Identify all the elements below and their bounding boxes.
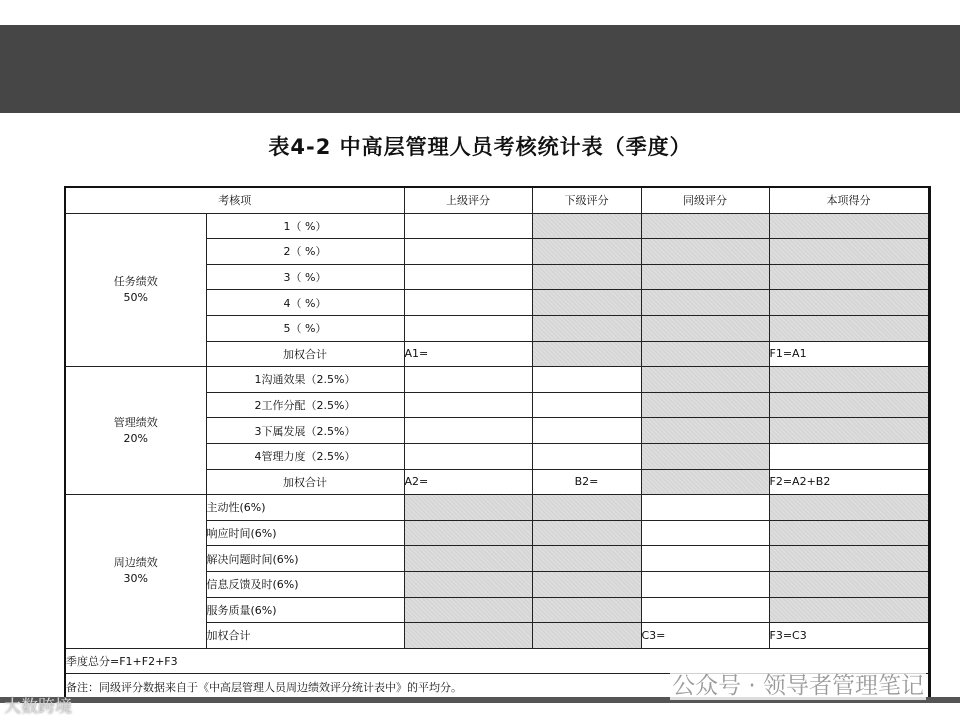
score-cell <box>532 623 641 649</box>
score-cell <box>404 392 532 418</box>
score-cell <box>769 546 929 572</box>
watermark: 公众号 · 领导者管理笔记 <box>670 667 926 700</box>
score-cell <box>769 418 929 444</box>
item-cell: 3（ %） <box>206 264 404 290</box>
category-name: 周边绩效 <box>113 556 158 570</box>
score-cell <box>532 264 641 290</box>
score-cell <box>641 264 769 290</box>
score-cell: A2= <box>404 469 532 495</box>
score-cell <box>532 367 641 393</box>
score-cell <box>404 213 532 239</box>
score-cell: F2=A2+B2 <box>769 469 929 495</box>
score-cell <box>532 315 641 341</box>
score-cell <box>532 597 641 623</box>
item-cell: 4（ %） <box>206 290 404 316</box>
item-cell: 信息反馈及时(6%) <box>206 571 404 597</box>
score-cell: C3= <box>641 623 769 649</box>
score-cell <box>404 623 532 649</box>
table-row <box>65 367 929 393</box>
score-cell <box>641 367 769 393</box>
item-cell: 响应时间(6%) <box>206 520 404 546</box>
item-cell: 服务质量(6%) <box>206 597 404 623</box>
note-cell: 备注：同级评分数据来自于《中高层管理人员周边绩效评分统计表中》的平均分。 <box>65 674 929 700</box>
category-weight: 30% <box>123 572 148 586</box>
item-cell: 3下属发展（2.5%） <box>206 418 404 444</box>
score-cell <box>769 520 929 546</box>
score-cell <box>641 495 769 521</box>
score-cell <box>404 597 532 623</box>
item-cell: 5（ %） <box>206 315 404 341</box>
score-cell <box>641 469 769 495</box>
item-cell: 4管理力度（2.5%） <box>206 443 404 469</box>
score-cell <box>769 239 929 265</box>
category-name: 管理绩效 <box>113 415 158 429</box>
score-cell <box>532 546 641 572</box>
score-cell <box>641 392 769 418</box>
score-cell <box>641 418 769 444</box>
assessment-table <box>64 186 931 701</box>
score-cell <box>769 392 929 418</box>
score-cell <box>641 239 769 265</box>
score-cell <box>404 290 532 316</box>
table-row <box>65 495 929 521</box>
score-cell <box>641 520 769 546</box>
header-cell: 考核项 <box>65 187 404 213</box>
score-cell <box>404 546 532 572</box>
score-cell <box>532 290 641 316</box>
score-cell: F1=A1 <box>769 341 929 367</box>
score-cell <box>641 546 769 572</box>
item-cell: 2（ %） <box>206 239 404 265</box>
score-cell <box>532 341 641 367</box>
score-cell <box>404 571 532 597</box>
score-cell <box>404 418 532 444</box>
score-cell <box>404 520 532 546</box>
score-cell <box>769 264 929 290</box>
header-row <box>65 187 929 213</box>
category-name: 任务绩效 <box>113 274 158 288</box>
score-cell <box>641 341 769 367</box>
category-cell <box>65 367 206 495</box>
top-banner <box>0 25 960 113</box>
score-cell <box>404 264 532 290</box>
score-cell <box>641 213 769 239</box>
score-cell <box>769 315 929 341</box>
item-cell: 加权合计 <box>206 341 404 367</box>
score-cell <box>769 571 929 597</box>
score-cell <box>404 367 532 393</box>
watermark-logo: 大数跨境 <box>4 697 72 717</box>
score-cell: F3=C3 <box>769 623 929 649</box>
category-weight: 20% <box>123 431 148 445</box>
score-cell <box>641 571 769 597</box>
header-cell: 上级评分 <box>404 187 532 213</box>
item-cell: 加权合计 <box>206 623 404 649</box>
item-cell: 2工作分配（2.5%） <box>206 392 404 418</box>
score-cell <box>404 495 532 521</box>
score-cell <box>641 315 769 341</box>
score-cell <box>769 495 929 521</box>
table-row <box>65 213 929 239</box>
category-cell <box>65 495 206 649</box>
score-cell <box>532 520 641 546</box>
score-cell <box>769 597 929 623</box>
header-cell: 同级评分 <box>641 187 769 213</box>
score-cell <box>532 418 641 444</box>
score-cell <box>404 443 532 469</box>
header-cell: 本项得分 <box>769 187 929 213</box>
item-cell: 1（ %） <box>206 213 404 239</box>
score-cell <box>404 239 532 265</box>
category-cell <box>65 213 206 367</box>
score-cell <box>641 290 769 316</box>
header-cell: 下级评分 <box>532 187 641 213</box>
score-cell <box>532 213 641 239</box>
item-cell: 加权合计 <box>206 469 404 495</box>
total-cell: 季度总分=F1+F2+F3 <box>65 648 929 674</box>
score-cell <box>769 367 929 393</box>
item-cell: 主动性(6%) <box>206 495 404 521</box>
score-cell <box>641 597 769 623</box>
score-cell <box>769 443 929 469</box>
item-cell: 1沟通效果（2.5%） <box>206 367 404 393</box>
score-cell <box>532 495 641 521</box>
category-weight: 50% <box>123 290 148 304</box>
score-cell <box>769 213 929 239</box>
score-cell: A1= <box>404 341 532 367</box>
score-cell <box>641 443 769 469</box>
score-cell <box>532 392 641 418</box>
score-cell <box>532 239 641 265</box>
item-cell: 解决问题时间(6%) <box>206 546 404 572</box>
score-cell <box>404 315 532 341</box>
score-cell: B2= <box>532 469 641 495</box>
score-cell <box>532 571 641 597</box>
score-cell <box>769 290 929 316</box>
page-title: 表4-2 中高层管理人员考核统计表（季度） <box>268 135 692 159</box>
score-cell <box>532 443 641 469</box>
